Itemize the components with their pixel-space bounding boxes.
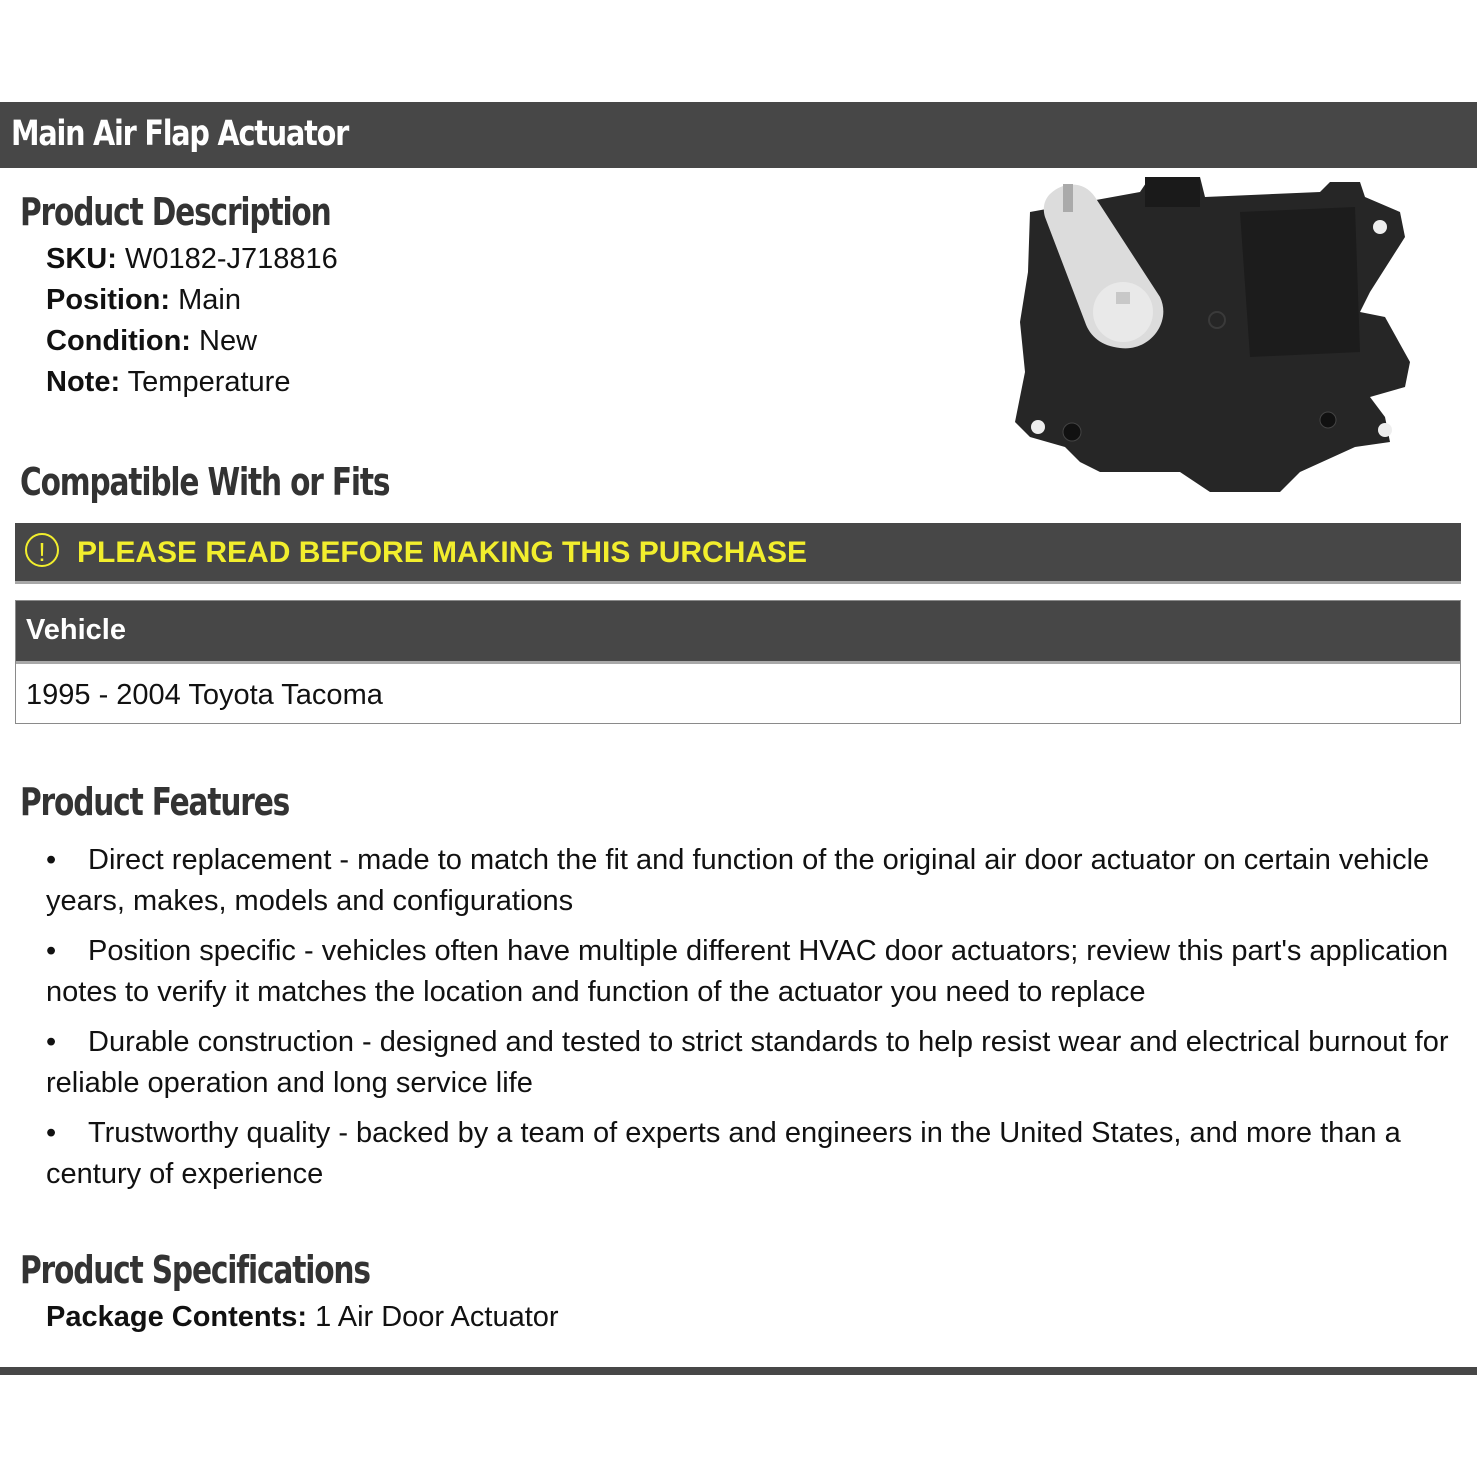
- attribute-label: Position:: [46, 284, 171, 316]
- feature-text: Durable construction - designed and tested to strict standards to help resist wear and electrical burnout for reliable operation and long service life: [46, 1026, 1449, 1099]
- product-specifications-heading: Product Specifications: [20, 1248, 370, 1292]
- list-item: [46, 1022, 1466, 1104]
- list-item: [46, 1113, 1466, 1195]
- purchase-warning-banner: [15, 523, 1461, 584]
- package-contents-attribute: [46, 1301, 559, 1334]
- table-row: [16, 664, 1460, 724]
- attribute-value: Main: [178, 284, 241, 316]
- attribute-value: Temperature: [127, 366, 291, 398]
- sku-attribute: [46, 243, 338, 276]
- attribute-value: 1 Air Door Actuator: [315, 1301, 559, 1333]
- bullet-icon: •: [46, 935, 57, 967]
- attribute-label: Note:: [46, 366, 121, 398]
- bullet-icon: •: [46, 1026, 57, 1058]
- attribute-label: Condition:: [46, 325, 191, 357]
- title-bar: [0, 102, 1477, 168]
- feature-text: Trustworthy quality - backed by a team of experts and engineers in the United States, and more than a century of experience: [46, 1117, 1401, 1190]
- features-list: [46, 840, 1466, 1204]
- condition-attribute: [46, 325, 257, 358]
- vehicle-column-header: Vehicle: [26, 614, 126, 646]
- feature-text: Direct replacement - made to match the fit and function of the original air door actuator on certain vehicle years, makes, models and configurations: [46, 844, 1430, 917]
- feature-text: Position specific - vehicles often have multiple different HVAC door actuators; review this part's application notes to verify it matches the location and function of the actuator you need to replace: [46, 935, 1449, 1008]
- bullet-icon: •: [46, 844, 57, 876]
- table-header: [16, 601, 1460, 664]
- compatibility-heading: Compatible With or Fits: [20, 460, 390, 504]
- product-features-heading: Product Features: [20, 780, 290, 824]
- attribute-label: Package Contents:: [46, 1301, 308, 1333]
- page-title: Main Air Flap Actuator: [11, 114, 349, 154]
- attribute-value: New: [199, 325, 258, 357]
- air-door-actuator-image: [1010, 172, 1420, 507]
- exclamation-circle-icon: !: [25, 533, 59, 567]
- attribute-value: W0182-J718816: [124, 243, 338, 275]
- vehicle-fitment-table: [15, 600, 1461, 724]
- bottom-divider: [0, 1367, 1477, 1375]
- product-description-heading: Product Description: [20, 190, 331, 234]
- warning-text: PLEASE READ BEFORE MAKING THIS PURCHASE: [77, 536, 808, 569]
- position-attribute: [46, 284, 241, 317]
- list-item: [46, 931, 1466, 1013]
- attribute-label: SKU:: [46, 243, 117, 275]
- bullet-icon: •: [46, 1117, 57, 1149]
- vehicle-cell: 1995 - 2004 Toyota Tacoma: [26, 679, 383, 711]
- note-attribute: [46, 366, 290, 399]
- list-item: [46, 840, 1466, 922]
